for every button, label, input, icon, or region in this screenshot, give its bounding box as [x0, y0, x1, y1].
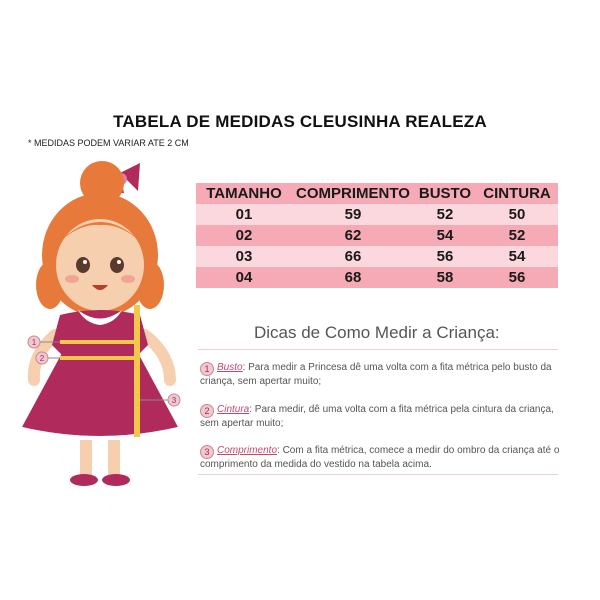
- cell-size: 04: [196, 267, 292, 288]
- cell-size: 03: [196, 246, 292, 267]
- tip-bust: [200, 362, 560, 388]
- cell-bust: 56: [414, 246, 476, 267]
- tip-text: : Para medir a Princesa dê uma volta com a fita métrica pelo busto da criança, sem apertar muito;: [200, 362, 552, 387]
- cell-waist: 50: [476, 204, 558, 225]
- tip-text: : Para medir, dê uma volta com a fita métrica pela cintura da criança, sem apertar muito;: [200, 404, 554, 429]
- table-row: [196, 204, 558, 225]
- cell-waist: 56: [476, 267, 558, 288]
- tip-waist: [200, 404, 560, 430]
- header-busto: BUSTO: [414, 183, 476, 204]
- marker-3: 3: [171, 396, 177, 405]
- table-row: [196, 225, 558, 246]
- tip-length: [200, 445, 560, 471]
- tip-term: Cintura: [217, 404, 250, 415]
- cell-waist: 54: [476, 246, 558, 267]
- header-tamanho: TAMANHO: [196, 183, 292, 204]
- cell-length: 66: [292, 246, 414, 267]
- tip-text: : Com a fita métrica, comece a medir do ombro da criança até o comprimento da medida do vestido na tabela acima.: [200, 445, 560, 470]
- cell-bust: 58: [414, 267, 476, 288]
- table-row: [196, 267, 558, 288]
- cell-bust: 52: [414, 204, 476, 225]
- measurement-note: * MEDIDAS PODEM VARIAR ATE 2 CM: [28, 138, 189, 148]
- page-title: TABELA DE MEDIDAS CLEUSINHA REALEZA: [113, 112, 487, 131]
- marker-1: 1: [31, 338, 37, 347]
- cell-bust: 54: [414, 225, 476, 246]
- tip-number-badge: 3: [200, 445, 214, 459]
- cell-size: 02: [196, 225, 292, 246]
- cell-length: 59: [292, 204, 414, 225]
- table-header-row: [196, 183, 558, 204]
- tips-title: Dicas de Como Medir a Criança:: [254, 323, 500, 342]
- cell-size: 01: [196, 204, 292, 225]
- marker-2: 2: [39, 354, 45, 363]
- size-table: [196, 183, 558, 288]
- cell-length: 68: [292, 267, 414, 288]
- tip-term: Comprimento: [217, 445, 278, 456]
- tip-number-badge: 2: [200, 404, 214, 418]
- tape-measure-icon: [134, 305, 140, 437]
- tips-divider-bottom: [198, 474, 558, 475]
- table-row: [196, 246, 558, 267]
- cell-waist: 52: [476, 225, 558, 246]
- header-cintura: CINTURA: [476, 183, 558, 204]
- girl-illustration: [20, 155, 195, 495]
- tips-divider: [198, 349, 558, 350]
- cell-length: 62: [292, 225, 414, 246]
- tip-term: Busto: [217, 362, 243, 373]
- tip-number-badge: 1: [200, 362, 214, 376]
- header-comprimento: COMPRIMENTO: [292, 183, 414, 204]
